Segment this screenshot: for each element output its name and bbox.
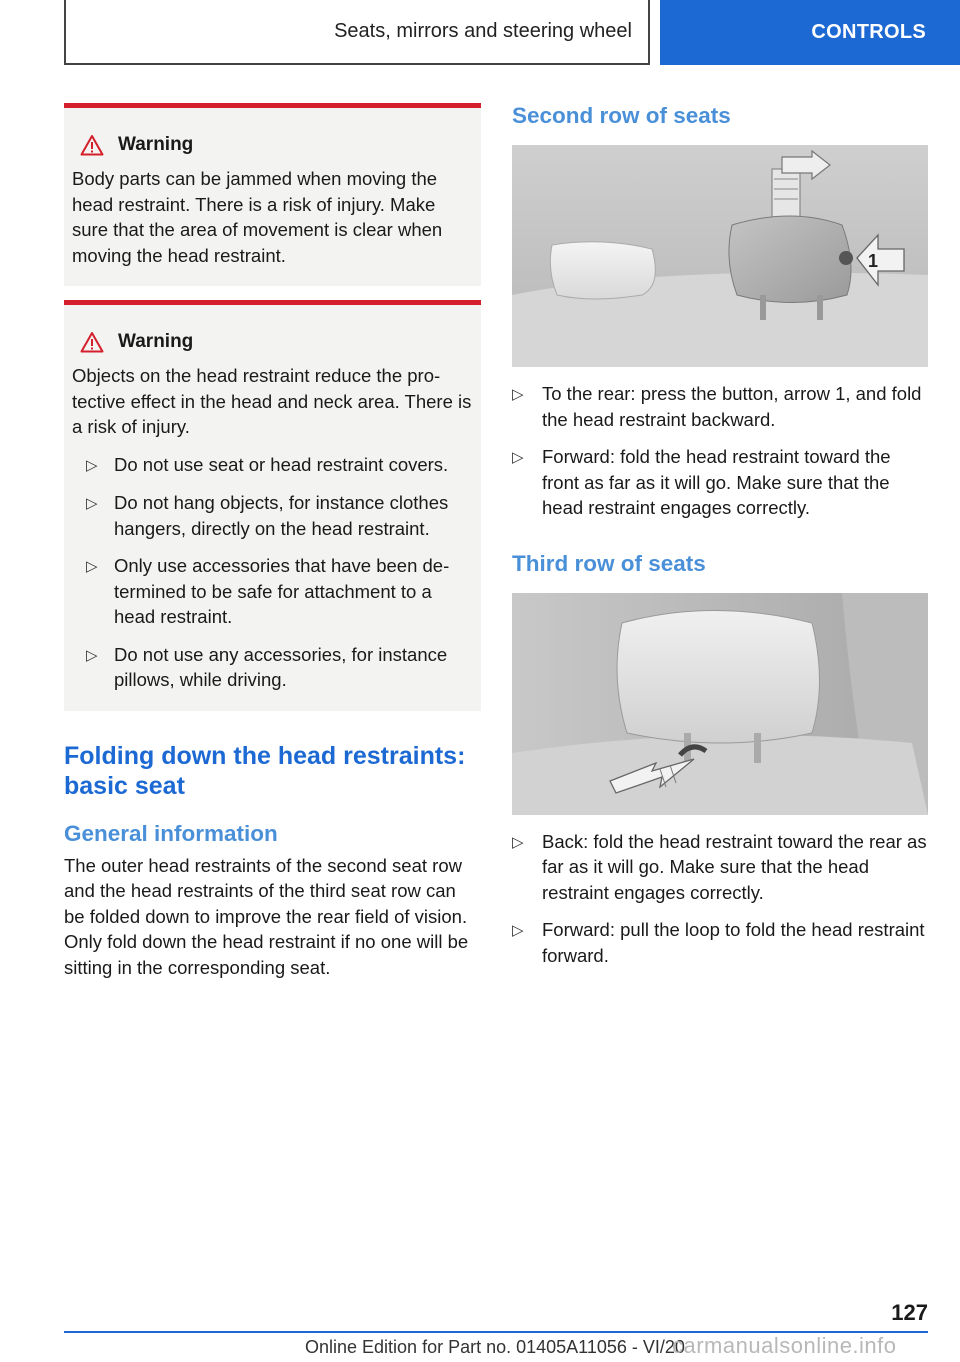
figure-callout-1: 1 bbox=[868, 251, 879, 271]
bullet-marker: ▷ bbox=[512, 386, 524, 403]
list-item-text: Back: fold the head restraint toward the rear as far as it will go. Make sure that the head restraint engages correctly. bbox=[542, 830, 927, 903]
warning-title-row bbox=[80, 134, 473, 156]
list-item bbox=[512, 829, 928, 906]
chapter-tab[interactable] bbox=[660, 0, 960, 65]
list-item-text: Forward: fold the head restraint toward the front as far as it will go. Make sure that the head restraint engages correctly. bbox=[542, 446, 891, 518]
warning-text: Objects on the head restraint reduce the protective effect in the head and neck area. There is a risk of injury. bbox=[72, 365, 472, 437]
warning-title-row bbox=[80, 331, 473, 353]
list-item bbox=[72, 490, 473, 541]
list-item-text: Forward: pull the loop to fold the head restraint forward. bbox=[542, 919, 925, 966]
bullet-marker: ▷ bbox=[86, 558, 98, 575]
warning-box-1 bbox=[64, 103, 481, 286]
left-column bbox=[64, 103, 481, 980]
list-item-text: Do not use any accessories, for instance pillows, while driving. bbox=[114, 643, 448, 690]
subsection-heading: General information bbox=[64, 820, 278, 846]
section-heading: Folding down the head restraints: basic seat bbox=[64, 741, 466, 800]
second-row-list bbox=[512, 381, 928, 521]
list-item-text: Do not use seat or head restraint covers. bbox=[114, 453, 449, 475]
second-row-illustration bbox=[512, 145, 928, 367]
warning-title: Warning bbox=[118, 331, 194, 352]
list-item-text: To the rear: press the button, arrow 1, and fold the head restraint backward. bbox=[542, 383, 922, 430]
third-row-list bbox=[512, 829, 928, 969]
bullet-marker: ▷ bbox=[86, 646, 98, 664]
warning-triangle-icon bbox=[80, 331, 104, 353]
third-row-illustration bbox=[512, 593, 928, 815]
list-item bbox=[72, 452, 473, 479]
list-item bbox=[512, 917, 928, 968]
list-item bbox=[72, 642, 473, 693]
warning-box-2 bbox=[64, 300, 481, 711]
chapter-tab-label: CONTROLS bbox=[811, 21, 926, 43]
second-row-figure bbox=[512, 145, 928, 367]
warning-bullet-list bbox=[72, 452, 473, 693]
warning-triangle-icon bbox=[80, 134, 104, 156]
bullet-marker: ▷ bbox=[512, 922, 524, 939]
edition-text: Online Edition for Part no. 01405A11056 - VI/20 bbox=[305, 1337, 685, 1357]
page-number: 127 bbox=[891, 1300, 928, 1325]
list-item bbox=[512, 444, 928, 521]
bullet-marker: ▷ bbox=[86, 456, 98, 474]
section-title: Seats, mirrors and steering wheel bbox=[334, 20, 632, 42]
second-row-heading: Second row of seats bbox=[512, 103, 731, 128]
list-item bbox=[72, 553, 473, 630]
bullet-marker: ▷ bbox=[86, 495, 98, 512]
warning-title: Warning bbox=[118, 134, 194, 155]
list-item bbox=[512, 381, 928, 432]
warning-text: Body parts can be jammed when moving the head restraint. There is a risk of injury. Make sure that the area of movement is clear when moving the head restraint. bbox=[72, 168, 443, 266]
list-item-text: Do not hang objects, for instance clothes hangers, directly on the head restraint. bbox=[114, 492, 449, 539]
watermark: carmanualsonline.info bbox=[672, 1333, 897, 1358]
right-column bbox=[512, 103, 928, 980]
third-row-figure bbox=[512, 593, 928, 815]
third-row-heading: Third row of seats bbox=[512, 550, 706, 576]
body-paragraph: The outer head restraints of the second seat row and the head restraints of the third seat row can be folded down to improve the rear field of vision. Only fold down the head restraint if no one will be sitting in the corresponding seat. bbox=[64, 854, 469, 978]
bullet-marker: ▷ bbox=[512, 449, 524, 466]
section-title-box bbox=[64, 0, 650, 65]
list-item-text: Only use accessories that have been determined to be safe for attachment to a head restraint. bbox=[114, 555, 450, 627]
page-header bbox=[0, 0, 960, 66]
bullet-marker: ▷ bbox=[512, 833, 524, 851]
